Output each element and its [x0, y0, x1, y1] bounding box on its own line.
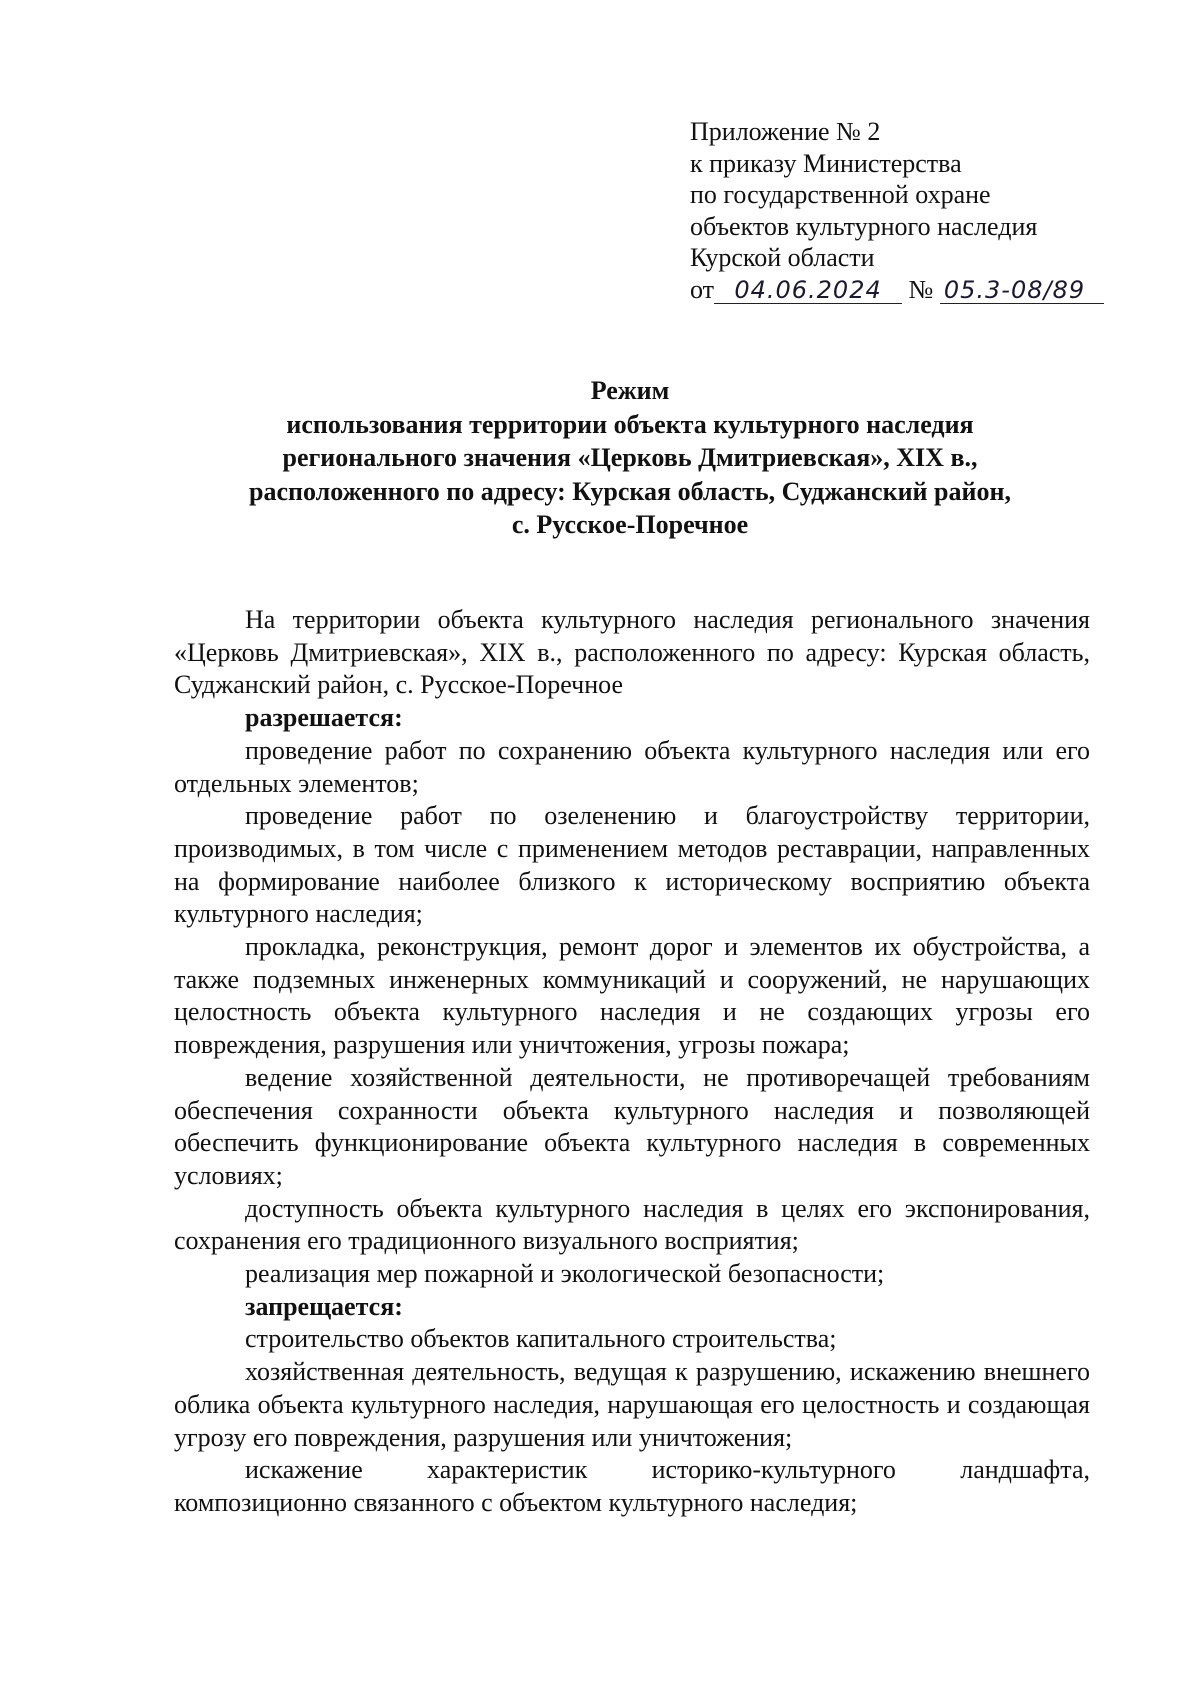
allowed-item: проведение работ по озеленению и благоустройству территории, производимых, в том числе с применением методов реставрации, направленных на формирование наиболее близкого к историческому восприятию объекта культурного наследия;: [174, 801, 1090, 929]
ministry-name-line: объектов культурного наследия: [690, 211, 1038, 241]
ministry-name-line: по государственной охране: [690, 180, 991, 209]
appendix-number: Приложение № 2: [690, 117, 881, 146]
prohibited-item: строительство объектов капитального строительства;: [245, 1324, 837, 1354]
title-line: использования территории объекта культурного наследия: [286, 409, 974, 439]
allowed-heading: разрешается:: [245, 703, 403, 733]
prohibited-heading: запрещается:: [245, 1291, 403, 1321]
appendix-header: [690, 116, 1130, 305]
document-title: [120, 374, 1140, 542]
document-body: [174, 604, 1090, 1520]
allowed-item: прокладка, реконструкция, ремонт дорог и элементов их обустройства, а также подземных инженерных коммуникаций и сооружений, не нарушающих целостность объекта культурного наследия и не создающих угрозы его повреждения, разрушения или уничтожения, угрозы пожара;: [174, 932, 1090, 1060]
order-number-handwritten: 05.3-08/89: [940, 277, 1104, 304]
allowed-item: реализация мер пожарной и экологической безопасности;: [245, 1259, 885, 1289]
allowed-item: доступность объекта культурного наследия в целях его экспонирования, сохранения его традиционного визуального восприятия;: [174, 1193, 1090, 1256]
order-reference: к приказу Министерства: [690, 148, 962, 178]
from-label: от: [690, 274, 715, 304]
title-line: расположенного по адресу: Курская область, Суджанский район,: [249, 476, 1011, 506]
number-label: №: [908, 274, 934, 304]
title-line: с. Русское-Поречное: [511, 510, 749, 539]
allowed-item: проведение работ по сохранению объекта культурного наследия или его отдельных элементов;: [174, 735, 1090, 798]
title-line: Режим: [590, 376, 670, 405]
region-name: Курской области: [690, 243, 875, 272]
allowed-item: ведение хозяйственной деятельности, не противоречащей требованиям обеспечения сохранности объекта культурного наследия и позволяющей обеспечить функционирование объекта культурного наследия в современных условиях;: [174, 1062, 1090, 1190]
title-line: регионального значения «Церковь Дмитриевская», XIX в.,: [282, 443, 978, 472]
prohibited-item: искажение характеристик историко-культурного ландшафта, композиционно связанного с объектом культурного наследия;: [174, 1455, 1090, 1517]
order-date-number-line: [690, 274, 1130, 306]
prohibited-item: хозяйственная деятельность, ведущая к разрушению, искажению внешнего облика объекта культурного наследия, нарушающая его целостность и создающая угрозу его повреждения, разрушения или уничтожения;: [174, 1357, 1090, 1452]
order-date-handwritten: 04.06.2024: [714, 277, 902, 304]
intro-paragraph: На территории объекта культурного наследия регионального значения «Церковь Дмитриевская», XIX в., расположенного по адресу: Курская область, Суджанский район, с. Русское-Поречное: [174, 605, 1090, 700]
